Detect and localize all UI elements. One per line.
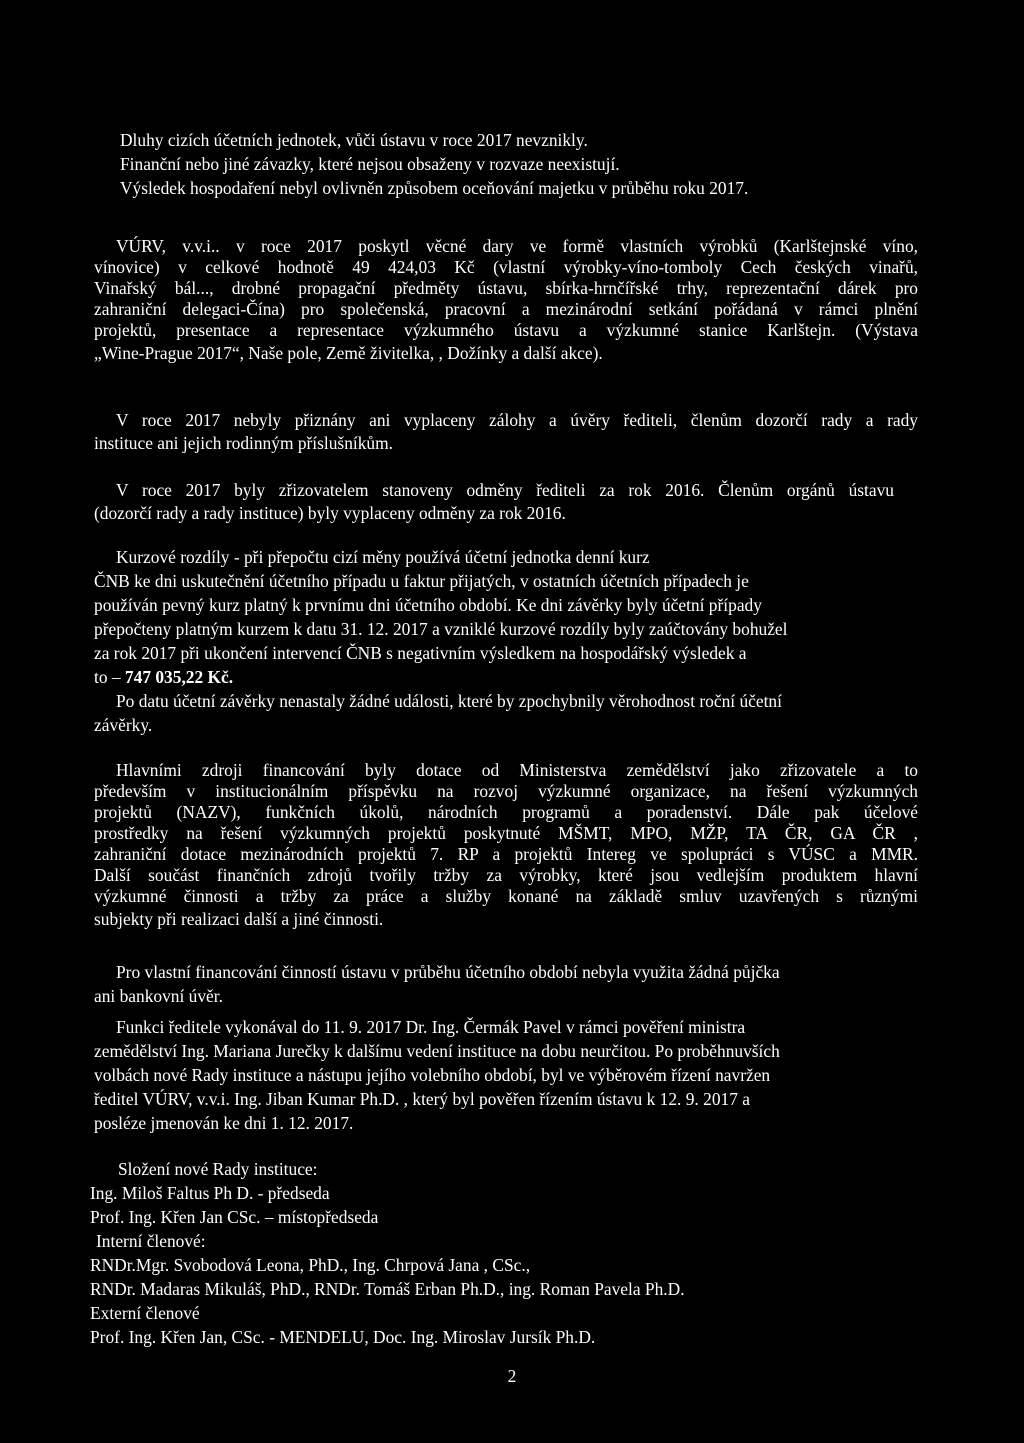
text-line: za rok 2017 při ukončení intervencí ČNB s negativním výsledkem na hospodářský výsledek a xyxy=(94,643,747,663)
text-line: (dozorčí rady a rady instituce) byly vyplaceny odměny za rok 2016. xyxy=(94,503,566,523)
fx-result-prefix: to – xyxy=(94,667,125,687)
text-line: Dluhy cizích účetních jednotek, vůči ústavu v roce 2017 nevznikly. xyxy=(120,130,588,150)
text-line: výzkumné činnosti a tržby za práce a služby konané na základě smluv uzavřených s různými xyxy=(94,886,918,906)
text-line: Funkci ředitele vykonával do 11. 9. 2017 Dr. Ing. Čermák Pavel v rámci pověření ministra xyxy=(116,1017,746,1037)
text-line: VÚRV, v.v.i.. v roce 2017 poskytl věcné dary ve formě vlastních výrobků (Karlštejnské víno, xyxy=(116,236,918,256)
text-line: Kurzové rozdíly - při přepočtu cizí měny používá účetní jednotka denní kurz xyxy=(116,547,650,567)
text-line: „Wine-Prague 2017“, Naše pole, Země živitelka, , Dožínky a další akce). xyxy=(94,343,603,363)
rewards-paragraph xyxy=(94,480,894,525)
text-line: instituce ani jejich rodinným příslušníkům. xyxy=(94,433,393,453)
text-line: V roce 2017 nebyly přiznány ani vyplaceny zálohy a úvěry řediteli, členům dozorčí rady a rady xyxy=(116,410,918,430)
gifts-paragraph xyxy=(94,236,918,365)
text-line: závěrky. xyxy=(94,715,153,735)
text-line: volbách nové Rady instituce a nástupu jejího volebního období, byl ve výběrovém řízení navržen xyxy=(94,1065,771,1085)
text-line: Po datu účetní závěrky nenastaly žádné události, které by zpochybnily věrohodnost roční účetní xyxy=(116,691,782,711)
board-title: Složení nové Rady instituce: xyxy=(118,1159,318,1179)
fx-result-amount: 747 035,22 Kč. xyxy=(124,667,234,687)
text-line: zahraniční dotace mezinárodních projektů 7. RP a projektů Intereg ve spolupráci s VÚSC a MMR. xyxy=(94,844,918,864)
external-members-title: Externí členové xyxy=(90,1303,200,1323)
funding-paragraph xyxy=(94,760,918,931)
currency-paragraph xyxy=(94,545,788,737)
text-line: projektů (NAZV), funkčních úkolů, národních programů a poradenství. Dále pak účelové xyxy=(94,802,918,822)
text-line: používán pevný kurz platný k prvnímu dni účetního období. Ke dni závěrky byly účetní případy xyxy=(94,595,762,615)
text-line: Finanční nebo jiné závazky, které nejsou obsaženy v rozvaze neexistují. xyxy=(120,154,620,174)
intro-paragraph xyxy=(120,128,748,200)
text-line: zahraniční delegaci-Čína) pro společenská, pracovní a mezinárodní setkání pořádaná v rámci plnění xyxy=(94,299,918,319)
text-line: Další součást finančních zdrojů tvořily tržby za výrobky, které jsou vedlejším produktem hlavní xyxy=(94,865,918,885)
external-member-line: Prof. Ing. Křen Jan, CSc. - MENDELU, Doc. Ing. Miroslav Jursík Ph.D. xyxy=(90,1327,596,1347)
internal-member-line: RNDr. Madaras Mikuláš, PhD., RNDr. Tomáš Erban Ph.D., ing. Roman Pavela Ph.D. xyxy=(90,1279,685,1299)
board-chair: Ing. Miloš Faltus Ph D. - předseda xyxy=(90,1183,330,1203)
loans-paragraph xyxy=(94,410,918,455)
text-line: V roce 2017 byly zřizovatelem stanoveny odměny řediteli za rok 2016. Členům orgánů ústavu xyxy=(116,480,894,500)
board-vice-chair: Prof. Ing. Křen Jan CSc. – místopředseda xyxy=(90,1207,379,1227)
internal-member-line: RNDr.Mgr. Svobodová Leona, PhD., Ing. Chrpová Jana , CSc., xyxy=(90,1255,531,1275)
director-paragraph xyxy=(94,1015,780,1135)
text-line: ředitel VÚRV, v.v.i. Ing. Jiban Kumar Ph.D. , který byl pověřen řízením ústavu k 12. 9. 2017 a xyxy=(94,1089,750,1109)
text-line: přepočteny platným kurzem k datu 31. 12. 2017 a vzniklé kurzové rozdíly byly zaúčtovány bohužel xyxy=(94,619,788,639)
text-line: ani bankovní úvěr. xyxy=(94,986,223,1006)
text-line: Výsledek hospodaření nebyl ovlivněn způsobem oceňování majetku v průběhu roku 2017. xyxy=(120,178,749,198)
text-line: Hlavními zdroji financování byly dotace od Ministerstva zemědělství jako zřizovatele a to xyxy=(116,760,918,780)
no-loan-paragraph xyxy=(94,960,780,1008)
internal-members-title: Interní členové: xyxy=(96,1231,206,1251)
text-line: ČNB ke dni uskutečnění účetního případu u faktur přijatých, v ostatních účetních případech je xyxy=(94,571,749,591)
board-composition xyxy=(90,1157,685,1349)
fx-result-line xyxy=(94,665,788,689)
text-line: prostředky na řešení výzkumných projektů poskytnuté MŠMT, MPO, MŽP, TA ČR, GA ČR , xyxy=(94,823,918,843)
text-line: subjekty při realizaci další a jiné činnosti. xyxy=(94,909,384,929)
text-line: Vinařský bál..., drobné propagační předměty ústavu, sbírka-hrnčířské trhy, reprezentační dárek pro xyxy=(94,278,918,298)
text-line: zemědělství Ing. Mariana Jurečky k dalšímu vedení instituce na dobu neurčitou. Po proběhnuvších xyxy=(94,1041,780,1061)
text-line: Pro vlastní financování činností ústavu v průběhu účetního období nebyla využita žádná půjčka xyxy=(116,962,780,982)
text-line: především v institucionálním příspěvku na rozvoj výzkumné organizace, na řešení výzkumných xyxy=(94,781,918,801)
text-line: vínovice) v celkové hodnotě 49 424,03 Kč (vlastní výrobky-víno-tomboly Cech českých vinařů, xyxy=(94,257,918,277)
page-number: 2 xyxy=(507,1366,517,1386)
text-line: projektů, presentace a representace výzkumného ústavu a výzkumné stanice Karlštejn. (Výstava xyxy=(94,320,918,340)
text-line: posléze jmenován ke dni 1. 12. 2017. xyxy=(94,1113,354,1133)
